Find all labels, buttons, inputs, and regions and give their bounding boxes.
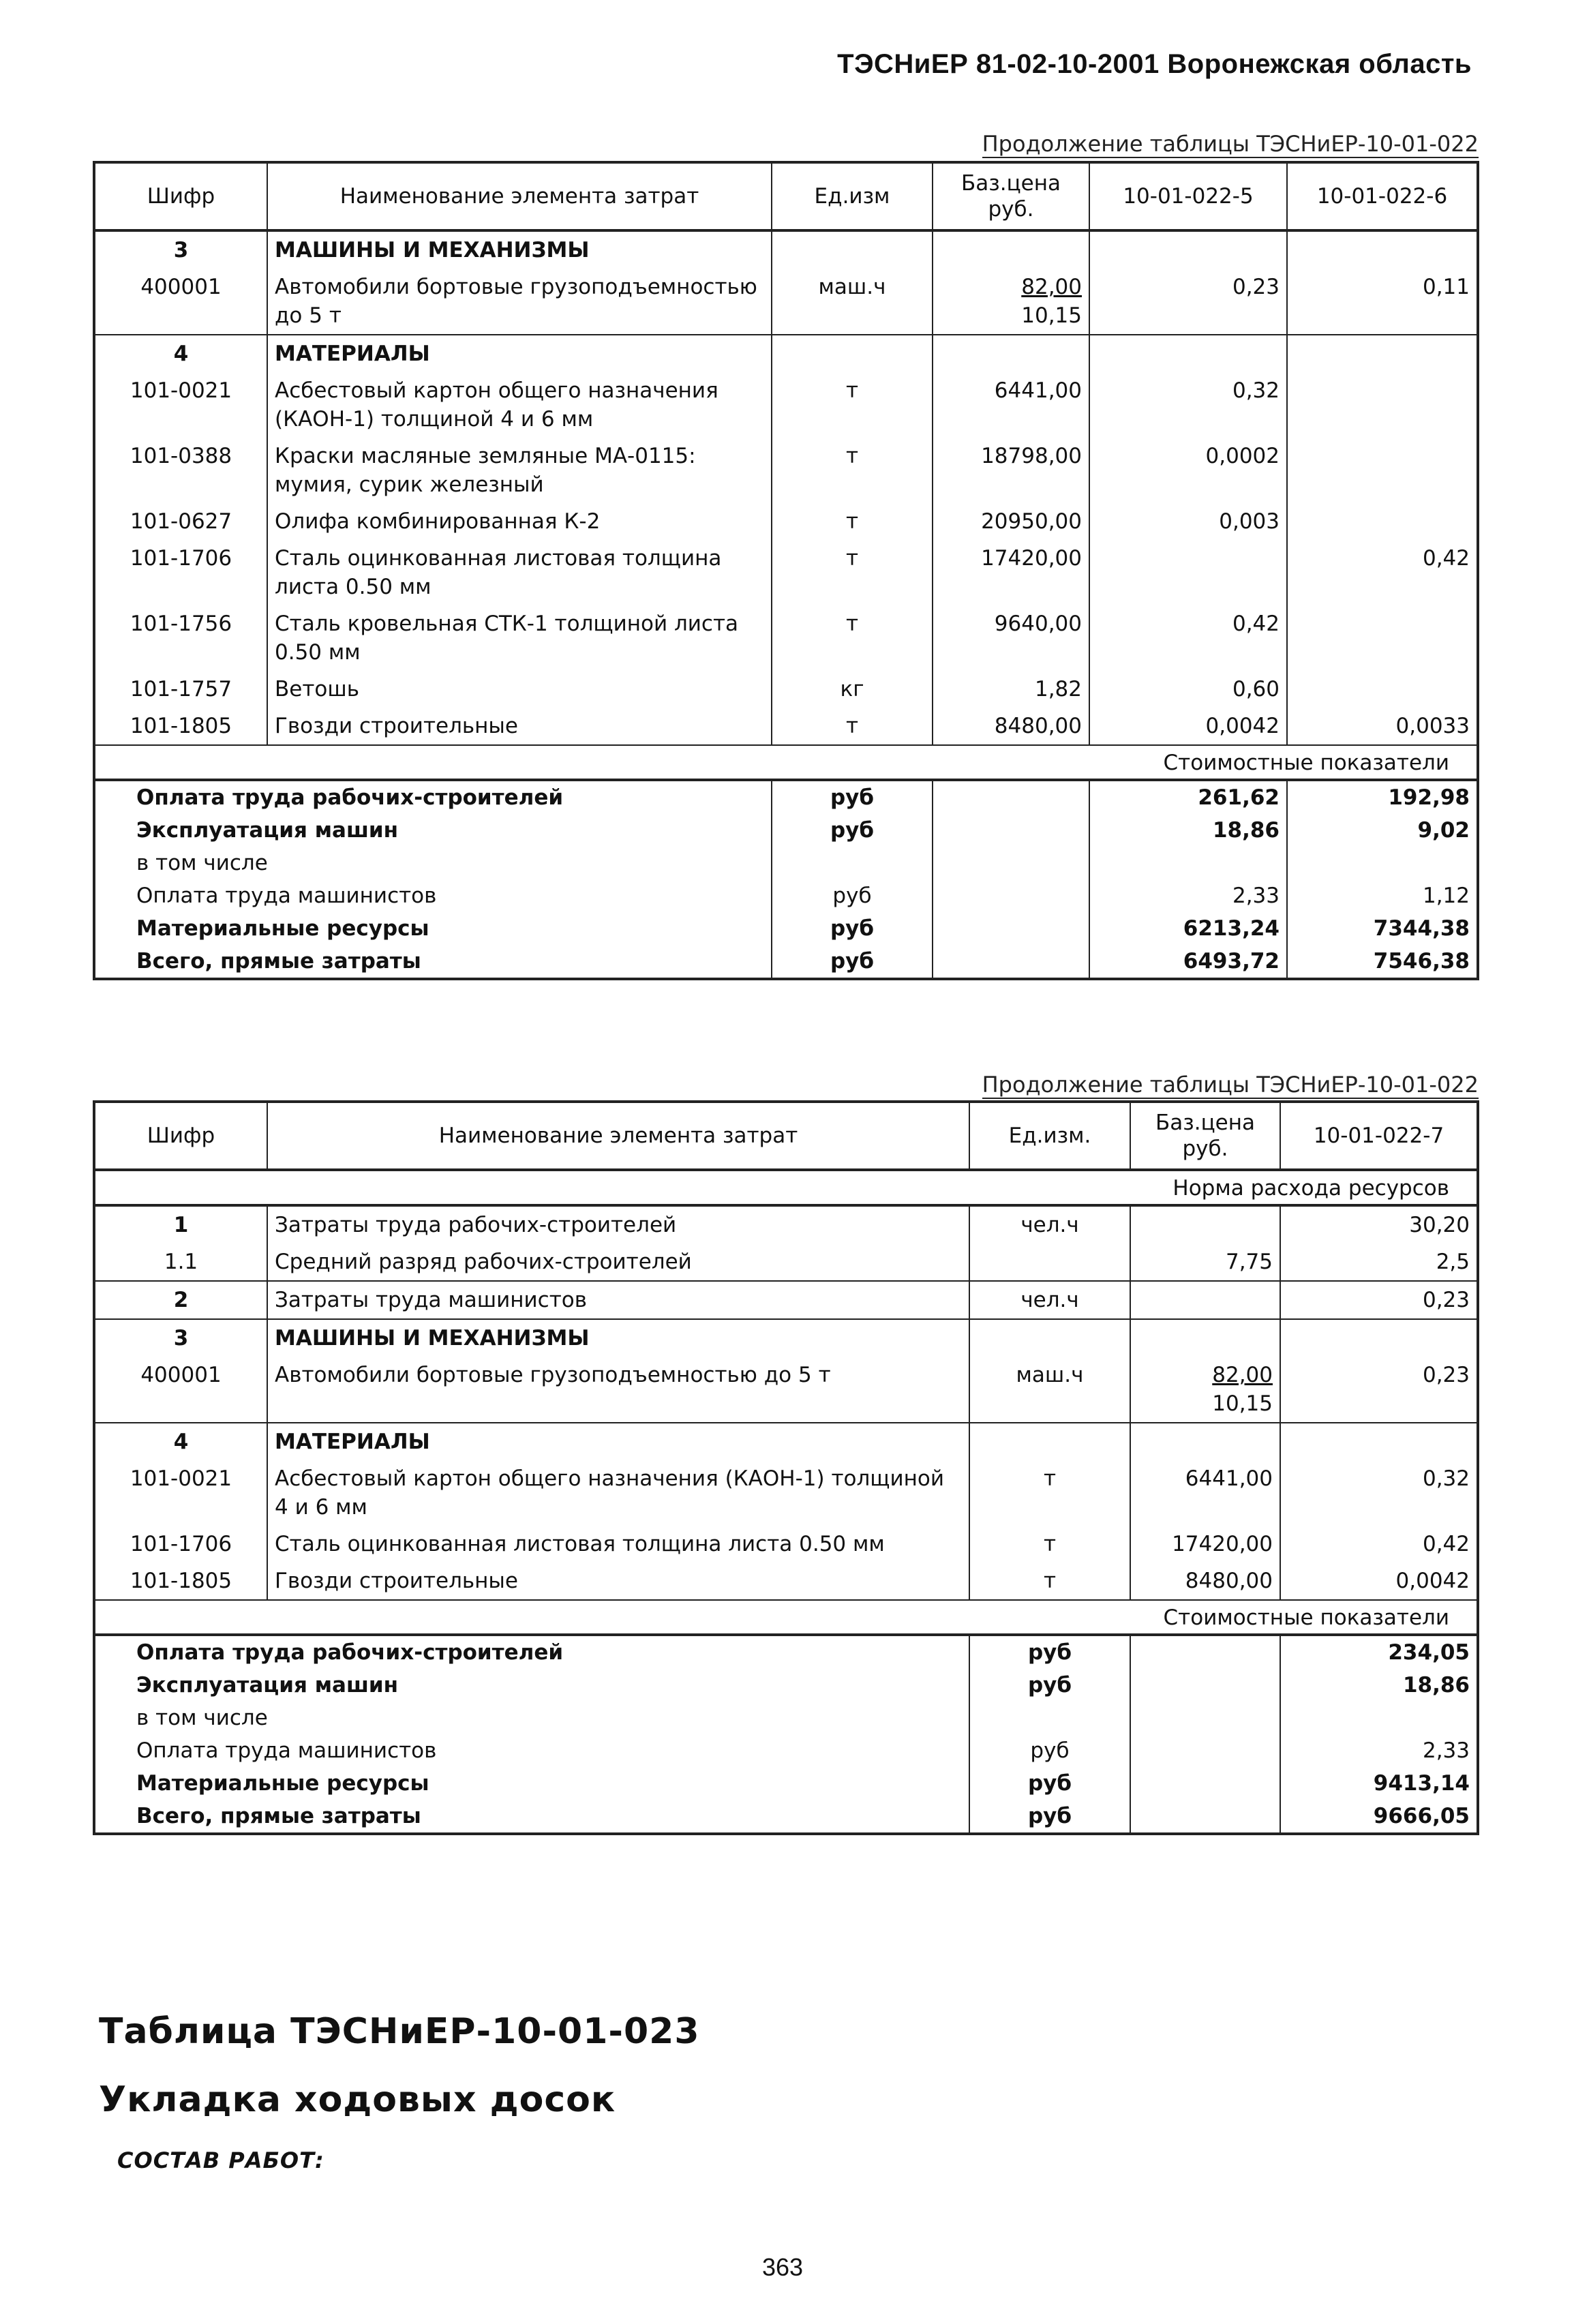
- resource-unit: т: [772, 372, 933, 438]
- summary-row: [94, 1702, 1478, 1734]
- resource-name: Ветошь: [267, 671, 772, 708]
- resource-row: [94, 1281, 1478, 1319]
- price-value: 82,00: [1212, 1363, 1273, 1387]
- resource-price: [1130, 1281, 1280, 1319]
- norm-value: 0,003: [1089, 503, 1287, 540]
- summary-value: 9,02: [1287, 814, 1478, 847]
- table1-caption: Продолжение таблицы ТЭСНиЕР-10-01-022: [982, 131, 1479, 157]
- table-subtitle: Укладка ходовых досок: [99, 2079, 616, 2120]
- norm-value: 0,23: [1280, 1281, 1478, 1319]
- resource-name: Гвозди строительные: [267, 708, 772, 745]
- resource-price: [1130, 1423, 1280, 1460]
- summary-value: 9666,05: [1280, 1800, 1478, 1834]
- summary-label: в том числе: [94, 1702, 969, 1734]
- summary-value: 2,33: [1280, 1734, 1478, 1767]
- norm-value: [1287, 671, 1478, 708]
- resource-code: 3: [94, 230, 267, 269]
- resource-code: 1: [94, 1205, 267, 1243]
- resource-name: Сталь оцинкованная листовая толщина листа 0.50 мм: [267, 1526, 969, 1563]
- resource-unit: чел.ч: [969, 1281, 1130, 1319]
- document-header-title: ТЭСНиЕР 81-02-10-2001 Воронежская область: [837, 49, 1472, 79]
- summary-label: Эксплуатация машин: [94, 814, 772, 847]
- resource-code: 400001: [94, 269, 267, 335]
- summary-value: 6493,72: [1089, 945, 1287, 979]
- summary-price-empty: [1130, 1702, 1280, 1734]
- summary-row: [94, 912, 1478, 945]
- summary-value: 234,05: [1280, 1635, 1478, 1669]
- resource-code: 1.1: [94, 1243, 267, 1281]
- resource-price: 6441,00: [1130, 1460, 1280, 1526]
- page-number: 363: [762, 2253, 804, 2281]
- summary-unit: [969, 1702, 1130, 1734]
- norm-value: 0,23: [1280, 1357, 1478, 1423]
- banner-row: [94, 1170, 1478, 1205]
- col-unit-header: Ед.изм.: [969, 1102, 1130, 1170]
- resource-price: [933, 335, 1089, 372]
- resource-code: 101-1757: [94, 671, 267, 708]
- summary-unit: руб: [969, 1734, 1130, 1767]
- norm-value: 0,42: [1280, 1526, 1478, 1563]
- summary-value: [1280, 1702, 1478, 1734]
- price-value: 82,00: [1021, 275, 1082, 299]
- resource-code: 101-1706: [94, 1526, 267, 1563]
- summary-label: Материальные ресурсы: [94, 912, 772, 945]
- resource-price: 9640,00: [933, 605, 1089, 671]
- summary-label: Оплата труда рабочих-строителей: [94, 780, 772, 814]
- norm-value: [1089, 230, 1287, 269]
- resource-code: 101-0021: [94, 1460, 267, 1526]
- table-title: Таблица ТЭСНиЕР-10-01-023: [99, 2011, 700, 2052]
- summary-value: 7344,38: [1287, 912, 1478, 945]
- price-value-secondary: 10,15: [1212, 1391, 1273, 1416]
- resource-code: 101-0388: [94, 438, 267, 503]
- resource-price: 7,75: [1130, 1243, 1280, 1281]
- norm-value: 0,42: [1287, 540, 1478, 605]
- resource-name: МАШИНЫ И МЕХАНИЗМЫ: [267, 230, 772, 269]
- summary-price-empty: [933, 814, 1089, 847]
- resource-unit: т: [772, 540, 933, 605]
- summary-label: Материальные ресурсы: [94, 1767, 969, 1800]
- resource-code: 2: [94, 1281, 267, 1319]
- resource-price: 6441,00: [933, 372, 1089, 438]
- summary-row: [94, 1669, 1478, 1702]
- summary-value: 18,86: [1280, 1669, 1478, 1702]
- resource-unit: т: [772, 503, 933, 540]
- norm-value: [1089, 540, 1287, 605]
- banner-label: Норма расхода ресурсов: [94, 1170, 1478, 1205]
- norm-value: 0,23: [1089, 269, 1287, 335]
- resource-unit: [969, 1319, 1130, 1357]
- resource-name: Автомобили бортовые грузоподъемностью до 5 т: [267, 1357, 969, 1423]
- resource-name: Краски масляные земляные МА-0115: мумия, сурик железный: [267, 438, 772, 503]
- summary-row: [94, 847, 1478, 879]
- summary-row: [94, 1800, 1478, 1834]
- section-row: [94, 230, 1478, 269]
- resource-price: 8480,00: [933, 708, 1089, 745]
- norm-value: 0,0042: [1280, 1563, 1478, 1600]
- summary-value: 7546,38: [1287, 945, 1478, 979]
- norm-value: [1287, 438, 1478, 503]
- resource-unit: маш.ч: [772, 269, 933, 335]
- norm-value: 0,0002: [1089, 438, 1287, 503]
- resource-price: 20950,00: [933, 503, 1089, 540]
- resource-price: 17420,00: [933, 540, 1089, 605]
- resource-row: [94, 1205, 1478, 1243]
- resource-price: 8480,00: [1130, 1563, 1280, 1600]
- summary-label: Оплата труда машинистов: [94, 1734, 969, 1767]
- resource-price: [933, 230, 1089, 269]
- resource-unit: т: [772, 438, 933, 503]
- norm-value: [1287, 230, 1478, 269]
- norm-value: 0,42: [1089, 605, 1287, 671]
- cost-table-1: [93, 161, 1479, 980]
- resource-name: МАТЕРИАЛЫ: [267, 1423, 969, 1460]
- col-code-header: Шифр: [94, 162, 267, 230]
- norm-value: [1287, 605, 1478, 671]
- banner-row: [94, 1600, 1478, 1635]
- summary-price-empty: [933, 912, 1089, 945]
- resource-name: Асбестовый картон общего назначения (КАОН-1) толщиной 4 и 6 мм: [267, 1460, 969, 1526]
- summary-value: 18,86: [1089, 814, 1287, 847]
- resource-price: [1130, 1205, 1280, 1243]
- resource-code: 3: [94, 1319, 267, 1357]
- table2-header-row: [94, 1102, 1478, 1170]
- summary-value: 6213,24: [1089, 912, 1287, 945]
- resource-unit: [772, 335, 933, 372]
- summary-unit: руб: [772, 780, 933, 814]
- norm-value: [1287, 503, 1478, 540]
- summary-price-empty: [933, 780, 1089, 814]
- resource-row: [94, 372, 1478, 438]
- summary-row: [94, 1734, 1478, 1767]
- summary-value: [1089, 847, 1287, 879]
- col-norm-6-header: 10-01-022-6: [1287, 162, 1478, 230]
- summary-unit: руб: [772, 945, 933, 979]
- section-row: [94, 1423, 1478, 1460]
- resource-code: 101-1805: [94, 708, 267, 745]
- resource-row: [94, 605, 1478, 671]
- norm-value: 0,0033: [1287, 708, 1478, 745]
- table2-caption: Продолжение таблицы ТЭСНиЕР-10-01-022: [982, 1072, 1479, 1098]
- summary-row: [94, 1767, 1478, 1800]
- resource-name: МАШИНЫ И МЕХАНИЗМЫ: [267, 1319, 969, 1357]
- banner-label: Стоимостные показатели: [94, 745, 1478, 780]
- resource-unit: чел.ч: [969, 1205, 1130, 1243]
- col-price-header: Баз.цена руб.: [1130, 1102, 1280, 1170]
- summary-unit: [772, 847, 933, 879]
- summary-unit: руб: [772, 879, 933, 912]
- summary-row: [94, 945, 1478, 979]
- norm-value: 30,20: [1280, 1205, 1478, 1243]
- summary-price-empty: [1130, 1669, 1280, 1702]
- norm-value: 0,0042: [1089, 708, 1287, 745]
- resource-row: [94, 540, 1478, 605]
- resource-price: [1130, 1357, 1280, 1423]
- norm-value: 0,32: [1280, 1460, 1478, 1526]
- summary-value: 261,62: [1089, 780, 1287, 814]
- banner-row: [94, 745, 1478, 780]
- resource-unit: маш.ч: [969, 1357, 1130, 1423]
- resource-code: 101-1756: [94, 605, 267, 671]
- norm-value: [1280, 1319, 1478, 1357]
- summary-row: [94, 1635, 1478, 1669]
- summary-unit: руб: [969, 1800, 1130, 1834]
- resource-row: [94, 503, 1478, 540]
- summary-label: Оплата труда рабочих-строителей: [94, 1635, 969, 1669]
- resource-code: 101-0627: [94, 503, 267, 540]
- summary-value: 192,98: [1287, 780, 1478, 814]
- resource-name: Затраты труда рабочих-строителей: [267, 1205, 969, 1243]
- summary-unit: руб: [969, 1635, 1130, 1669]
- resource-price: 17420,00: [1130, 1526, 1280, 1563]
- norm-value: [1287, 335, 1478, 372]
- resource-code: 4: [94, 335, 267, 372]
- summary-label: Всего, прямые затраты: [94, 1800, 969, 1834]
- resource-unit: кг: [772, 671, 933, 708]
- norm-value: [1287, 372, 1478, 438]
- col-unit-header: Ед.изм: [772, 162, 933, 230]
- resource-row: [94, 1460, 1478, 1526]
- summary-unit: руб: [969, 1669, 1130, 1702]
- resource-name: Автомобили бортовые грузоподъемностью до 5 т: [267, 269, 772, 335]
- summary-value: 9413,14: [1280, 1767, 1478, 1800]
- resource-name: Асбестовый картон общего назначения (КАОН-1) толщиной 4 и 6 мм: [267, 372, 772, 438]
- resource-unit: т: [969, 1526, 1130, 1563]
- resource-price: [1130, 1319, 1280, 1357]
- resource-code: 400001: [94, 1357, 267, 1423]
- summary-price-empty: [1130, 1767, 1280, 1800]
- norm-value: 0,60: [1089, 671, 1287, 708]
- resource-price: [933, 269, 1089, 335]
- col-price-header: Баз.цена руб.: [933, 162, 1089, 230]
- summary-price-empty: [1130, 1800, 1280, 1834]
- resource-name: Средний разряд рабочих-строителей: [267, 1243, 969, 1281]
- col-norm-7-header: 10-01-022-7: [1280, 1102, 1478, 1170]
- resource-unit: т: [969, 1563, 1130, 1600]
- norm-value: 0,11: [1287, 269, 1478, 335]
- summary-label: Всего, прямые затраты: [94, 945, 772, 979]
- summary-price-empty: [933, 945, 1089, 979]
- summary-price-empty: [933, 847, 1089, 879]
- resource-row: [94, 1563, 1478, 1600]
- norm-value: [1280, 1423, 1478, 1460]
- col-code-header: Шифр: [94, 1102, 267, 1170]
- norm-value: [1089, 335, 1287, 372]
- resource-code: 101-1805: [94, 1563, 267, 1600]
- summary-label: в том числе: [94, 847, 772, 879]
- col-norm-5-header: 10-01-022-5: [1089, 162, 1287, 230]
- resource-unit: т: [772, 708, 933, 745]
- resource-row: [94, 1357, 1478, 1423]
- summary-value: [1287, 847, 1478, 879]
- resource-price: 1,82: [933, 671, 1089, 708]
- resource-unit: [969, 1243, 1130, 1281]
- resource-name: Сталь оцинкованная листовая толщина листа 0.50 мм: [267, 540, 772, 605]
- resource-row: [94, 438, 1478, 503]
- summary-price-empty: [1130, 1635, 1280, 1669]
- resource-name: Затраты труда машинистов: [267, 1281, 969, 1319]
- section-row: [94, 1319, 1478, 1357]
- summary-label: Оплата труда машинистов: [94, 879, 772, 912]
- resource-price: 18798,00: [933, 438, 1089, 503]
- resource-unit: [772, 230, 933, 269]
- summary-label: Эксплуатация машин: [94, 1669, 969, 1702]
- resource-row: [94, 671, 1478, 708]
- summary-value: 2,33: [1089, 879, 1287, 912]
- col-name-header: Наименование элемента затрат: [267, 162, 772, 230]
- resource-code: 4: [94, 1423, 267, 1460]
- resource-name: МАТЕРИАЛЫ: [267, 335, 772, 372]
- summary-row: [94, 814, 1478, 847]
- section-row: [94, 335, 1478, 372]
- norm-value: 2,5: [1280, 1243, 1478, 1281]
- summary-unit: руб: [772, 814, 933, 847]
- summary-row: [94, 780, 1478, 814]
- resource-name: Сталь кровельная СТК-1 толщиной листа 0.50 мм: [267, 605, 772, 671]
- resource-row: [94, 1526, 1478, 1563]
- resource-unit: т: [772, 605, 933, 671]
- summary-unit: руб: [772, 912, 933, 945]
- summary-row: [94, 879, 1478, 912]
- banner-label: Стоимостные показатели: [94, 1600, 1478, 1635]
- summary-unit: руб: [969, 1767, 1130, 1800]
- resource-unit: т: [969, 1460, 1130, 1526]
- resource-code: 101-0021: [94, 372, 267, 438]
- summary-value: 1,12: [1287, 879, 1478, 912]
- summary-price-empty: [933, 879, 1089, 912]
- resource-row: [94, 269, 1478, 335]
- resource-row: [94, 708, 1478, 745]
- resource-row: [94, 1243, 1478, 1281]
- table1-header-row: [94, 162, 1478, 230]
- col-name-header: Наименование элемента затрат: [267, 1102, 969, 1170]
- resource-unit: [969, 1423, 1130, 1460]
- norm-value: 0,32: [1089, 372, 1287, 438]
- summary-price-empty: [1130, 1734, 1280, 1767]
- cost-table-2: [93, 1100, 1479, 1835]
- work-composition-label: СОСТАВ РАБОТ:: [117, 2147, 324, 2173]
- resource-name: Олифа комбинированная К-2: [267, 503, 772, 540]
- resource-name: Гвозди строительные: [267, 1563, 969, 1600]
- resource-code: 101-1706: [94, 540, 267, 605]
- price-value-secondary: 10,15: [1021, 303, 1082, 328]
